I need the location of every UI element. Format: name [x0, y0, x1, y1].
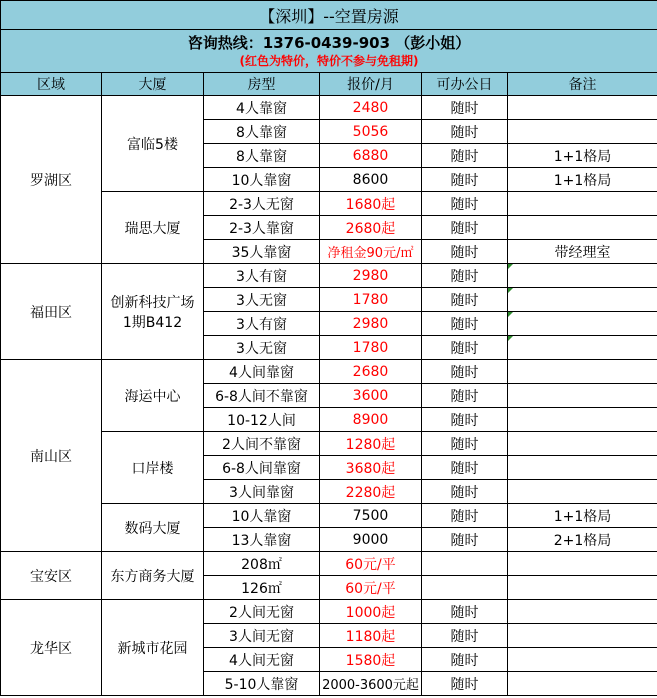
col-header-remark: 备注 [508, 73, 657, 96]
district-cell: 宝安区 [1, 552, 102, 600]
building-cell: 数码大厦 [102, 504, 204, 552]
price-cell: 2680 [320, 360, 422, 384]
room-cell: 2-3人靠窗 [204, 216, 320, 240]
table-row [1, 552, 657, 576]
room-cell: 3人无窗 [204, 336, 320, 360]
price-cell: 1280起 [320, 432, 422, 456]
available-cell: 随时 [422, 312, 508, 336]
remark-cell [508, 312, 657, 336]
remark-cell [508, 288, 657, 312]
available-cell: 随时 [422, 672, 508, 696]
room-cell: 3人有窗 [204, 264, 320, 288]
available-cell: 随时 [422, 192, 508, 216]
building-cell [102, 264, 204, 360]
price-cell: 2680起 [320, 216, 422, 240]
available-cell: 随时 [422, 216, 508, 240]
building-cell: 口岸楼 [102, 432, 204, 504]
district-cell: 南山区 [1, 360, 102, 552]
price-cell: 8900 [320, 408, 422, 432]
available-cell: 随时 [422, 480, 508, 504]
building-cell: 富临5楼 [102, 96, 204, 192]
table-row [1, 96, 657, 120]
available-cell: 随时 [422, 360, 508, 384]
available-cell: 随时 [422, 336, 508, 360]
remark-cell [508, 216, 657, 240]
price-cell: 9000 [320, 528, 422, 552]
available-cell: 随时 [422, 504, 508, 528]
room-cell: 2人间不靠窗 [204, 432, 320, 456]
available-cell: 随时 [422, 456, 508, 480]
room-cell: 3人间靠窗 [204, 480, 320, 504]
price-cell: 3600 [320, 384, 422, 408]
remark-cell: 2+1格局 [508, 528, 657, 552]
room-cell: 6-8人间不靠窗 [204, 384, 320, 408]
available-cell: 随时 [422, 624, 508, 648]
remark-cell [508, 600, 657, 624]
price-cell: 60元/平 [320, 576, 422, 600]
remark-cell [508, 336, 657, 360]
remark-cell: 带经理室 [508, 240, 657, 264]
price-cell: 6880 [320, 144, 422, 168]
remark-cell [508, 408, 657, 432]
remark-cell [508, 192, 657, 216]
available-cell: 随时 [422, 264, 508, 288]
remark-cell [508, 480, 657, 504]
room-cell: 10-12人间 [204, 408, 320, 432]
remark-cell [508, 96, 657, 120]
remark-cell [508, 552, 657, 576]
building-name-line: 创新科技广场 [110, 294, 195, 311]
price-cell: 60元/平 [320, 552, 422, 576]
room-cell: 8人靠窗 [204, 120, 320, 144]
contact-banner [1, 30, 657, 73]
col-header-district: 区域 [1, 73, 102, 96]
available-cell: 随时 [422, 600, 508, 624]
available-cell: 随时 [422, 648, 508, 672]
remark-cell [508, 648, 657, 672]
building-cell: 瑞思大厦 [102, 192, 204, 264]
room-cell: 208㎡ [204, 552, 320, 576]
remark-cell [508, 456, 657, 480]
room-cell: 4人靠窗 [204, 96, 320, 120]
price-cell: 1680起 [320, 192, 422, 216]
price-cell: 2480 [320, 96, 422, 120]
available-cell: 随时 [422, 96, 508, 120]
price-cell: 2980 [320, 264, 422, 288]
available-cell [422, 552, 508, 576]
table-row [1, 600, 657, 624]
building-cell: 海运中心 [102, 360, 204, 432]
col-header-room: 房型 [204, 73, 320, 96]
price-cell: 1780 [320, 288, 422, 312]
price-cell: 8600 [320, 168, 422, 192]
available-cell: 随时 [422, 168, 508, 192]
remark-cell [508, 360, 657, 384]
available-cell: 随时 [422, 384, 508, 408]
room-cell: 2人间无窗 [204, 600, 320, 624]
price-cell: 净租金90元/㎡ [320, 240, 422, 264]
available-cell: 随时 [422, 432, 508, 456]
price-cell: 3680起 [320, 456, 422, 480]
room-cell: 4人间无窗 [204, 648, 320, 672]
price-cell: 1780 [320, 336, 422, 360]
district-cell: 福田区 [1, 264, 102, 360]
room-cell: 5-10人靠窗 [204, 672, 320, 696]
available-cell [422, 576, 508, 600]
building-name-line: 1期B412 [122, 314, 183, 331]
available-cell: 随时 [422, 144, 508, 168]
room-cell: 3人间无窗 [204, 624, 320, 648]
table-row [1, 360, 657, 384]
room-cell: 2-3人无窗 [204, 192, 320, 216]
district-cell: 罗湖区 [1, 96, 102, 264]
remark-cell: 1+1格局 [508, 144, 657, 168]
room-cell: 3人无窗 [204, 288, 320, 312]
price-cell: 1180起 [320, 624, 422, 648]
price-cell: 2980 [320, 312, 422, 336]
room-cell: 35人靠窗 [204, 240, 320, 264]
room-cell: 10人靠窗 [204, 504, 320, 528]
building-cell: 东方商务大厦 [102, 552, 204, 600]
available-cell: 随时 [422, 240, 508, 264]
remark-cell [508, 672, 657, 696]
district-cell: 龙华区 [1, 600, 102, 696]
price-cell: 7500 [320, 504, 422, 528]
price-cell: 5056 [320, 120, 422, 144]
remark-cell: 1+1格局 [508, 168, 657, 192]
col-header-available: 可办公日 [422, 73, 508, 96]
available-cell: 随时 [422, 120, 508, 144]
special-price-note: (红色为特价，特价不参与免租期) [239, 54, 419, 68]
available-cell: 随时 [422, 288, 508, 312]
room-cell: 13人靠窗 [204, 528, 320, 552]
room-cell: 6-8人间靠窗 [204, 456, 320, 480]
col-header-building: 大厦 [102, 73, 204, 96]
room-cell: 4人间靠窗 [204, 360, 320, 384]
table-row [1, 264, 657, 288]
col-header-price: 报价/月 [320, 73, 422, 96]
room-cell: 10人靠窗 [204, 168, 320, 192]
price-cell: 1580起 [320, 648, 422, 672]
price-cell: 2280起 [320, 480, 422, 504]
room-cell: 126㎡ [204, 576, 320, 600]
available-cell: 随时 [422, 408, 508, 432]
remark-cell [508, 432, 657, 456]
remark-cell [508, 624, 657, 648]
room-cell: 8人靠窗 [204, 144, 320, 168]
sheet-title: 【深圳】--空置房源 [1, 1, 657, 30]
remark-cell [508, 120, 657, 144]
contact-hotline: 咨询热线：1376-0439-903 （彭小姐） [187, 34, 471, 52]
price-cell: 2000-3600元起 [320, 672, 422, 696]
price-cell: 1000起 [320, 600, 422, 624]
remark-cell [508, 384, 657, 408]
room-cell: 3人有窗 [204, 312, 320, 336]
remark-cell [508, 576, 657, 600]
remark-cell [508, 264, 657, 288]
building-cell: 新城市花园 [102, 600, 204, 696]
remark-cell: 1+1格局 [508, 504, 657, 528]
available-cell: 随时 [422, 528, 508, 552]
